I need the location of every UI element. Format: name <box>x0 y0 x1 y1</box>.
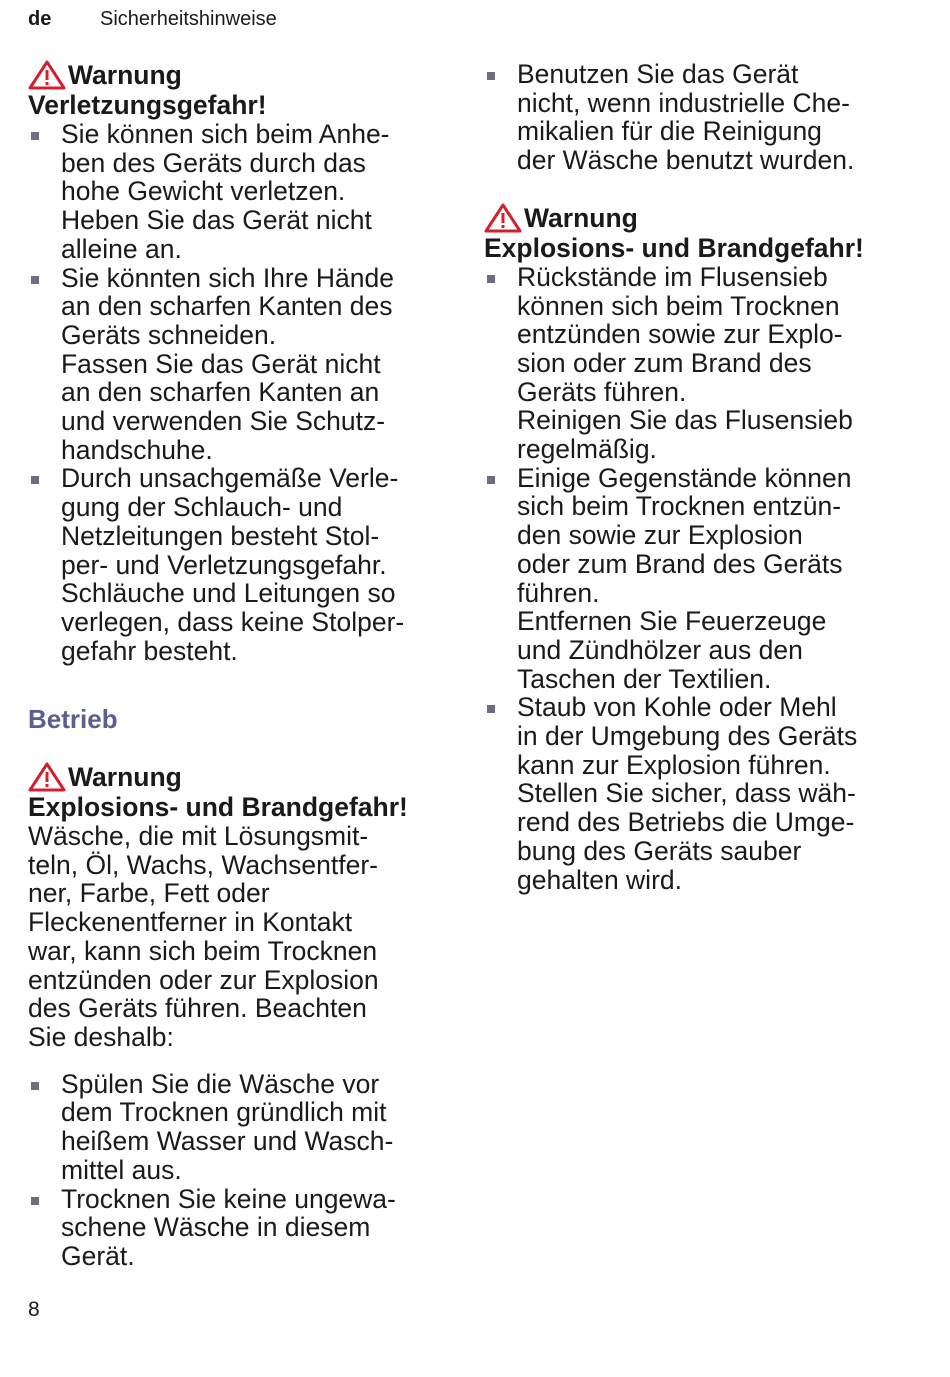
right-column <box>484 60 904 894</box>
left-column <box>28 60 448 1271</box>
list-item-text: Staub von Kohle oder Mehl in der Umgebung des Geräts kann zur Explosion führen. Stellen Sie sicher, dass wäh- rend des Betriebs die Umge- bung des Geräts sauber gehalten wird. <box>517 692 858 895</box>
list-item <box>28 1185 448 1271</box>
warning-label: Warnung <box>68 60 182 90</box>
list-item <box>28 120 448 264</box>
list-item-text: Durch unsachgemäße Verle- gung der Schlauch- und Netzleitungen besteht Stol- per- und Verletzungsgefahr. Schläuche und Leitungen so verlegen, dass keine Stolper- gefahr besteht. <box>61 463 405 666</box>
bullet-list <box>28 120 448 665</box>
list-item-text: Rückstände im Flusensieb können sich beim Trocknen entzünden sowie zur Explo- sion oder zum Brand des Geräts führen. Reinigen Sie das Flusensieb regelmäßig. <box>517 261 853 465</box>
section-heading: Betrieb <box>28 704 118 735</box>
warning-subtitle: Explosions- und Brandgefahr! <box>484 232 864 263</box>
warning-intro-text: Wäsche, die mit Lösungsmit- teln, Öl, Wachs, Wachsentfer- ner, Farbe, Fett oder Fleckenentferner in Kontakt war, kann sich beim Trocknen entzünden oder zur Explosion des Geräts führen. Beachten Sie deshalb: <box>28 821 379 1052</box>
warning-triangle-icon <box>28 762 66 792</box>
list-item <box>484 693 904 894</box>
list-item <box>484 464 904 694</box>
language-code: de <box>28 8 52 30</box>
warning-subtitle: Explosions- und Brandgefahr! <box>28 792 408 823</box>
list-item <box>28 464 448 665</box>
list-item-text: Sie können sich beim Anhe- ben des Geräts durch das hohe Gewicht verletzen. Heben Sie das Gerät nicht alleine an. <box>61 119 390 264</box>
warning-subtitle: Verletzungsgefahr! <box>28 90 267 120</box>
list-item-text: Trocknen Sie keine ungewa- schene Wäsche in diesem Gerät. <box>61 1183 396 1271</box>
warning-title <box>484 203 904 233</box>
list-item <box>28 264 448 465</box>
warning-title <box>28 762 448 792</box>
warning-triangle-icon <box>28 60 66 90</box>
list-item-text: Einige Gegenstände können sich beim Trocknen entzün- den sowie zur Explosion oder zum Brand des Geräts führen. Entfernen Sie Feuerzeuge und Zündhölzer aus den Taschen der Textilien. <box>517 462 852 694</box>
page-header <box>28 8 277 31</box>
list-item <box>484 60 904 175</box>
warning-triangle-icon <box>484 203 522 233</box>
list-item-text: Spülen Sie die Wäsche vor dem Trocknen gründlich mit heißem Wasser und Wasch- mittel aus. <box>61 1068 394 1185</box>
list-item <box>28 1070 448 1185</box>
page-number: 8 <box>28 1298 40 1321</box>
warning-label: Warnung <box>68 762 182 793</box>
bullet-list <box>484 60 904 175</box>
list-item-text: Sie könnten sich Ihre Hände an den scharfen Kanten des Geräts schneiden. Fassen Sie das Gerät nicht an den scharfen Kanten an und verwenden Sie Schutz- handschuhe. <box>61 262 394 465</box>
bullet-list <box>28 1070 448 1271</box>
list-item <box>484 263 904 464</box>
bullet-list <box>484 263 904 894</box>
list-item-text: Benutzen Sie das Gerät nicht, wenn industrielle Che- mikalien für die Reinigung der Wäsche benutzt wurden. <box>517 59 855 176</box>
section-title: Sicherheitshinweise <box>100 8 277 30</box>
warning-label: Warnung <box>524 202 638 233</box>
warning-title <box>28 60 448 90</box>
